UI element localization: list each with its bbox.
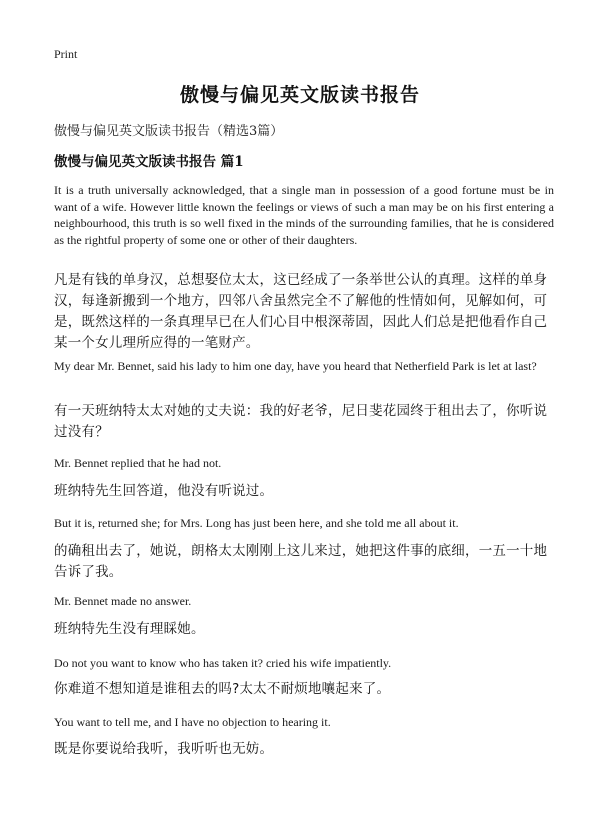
- paragraph-en: Mr. Bennet made no answer.: [54, 594, 192, 608]
- paragraph-zh: 的确租出去了，她说，朗格太太刚刚上这儿来过，她把这件事的底细，一五一十地告诉了我。: [54, 543, 548, 580]
- paragraph-zh: 班纳特先生没有理睬她。: [54, 621, 205, 637]
- paragraph-en: But it is, returned she; for Mrs. Long has just been here, and she told me all about it.: [54, 516, 459, 530]
- paragraph-zh: 有一天班纳特太太对她的丈夫说：我的好老爷，尼日斐花园终于租出去了，你听说过没有？: [54, 403, 548, 440]
- paragraph-en: You want to tell me, and I have no objection to hearing it.: [54, 715, 331, 729]
- paragraph-zh: 班纳特先生回答道，他没有听说过。: [54, 483, 274, 499]
- paragraph-en: It is a truth universally acknowledged, that a single man in possession of a good fortune must be in want of a wife. However little known the feelings or views of such a man may be on his first entering a neighbourhood, this truth is so well fixed in the minds of the surrounding families, that he is considered as the rightful property of some one or other of their daughters.: [54, 183, 554, 247]
- document-title: 傲慢与偏见英文版读书报告: [179, 84, 420, 106]
- paragraph-zh: 既是你要说给我听，我听听也无妨。: [54, 741, 274, 757]
- paragraph-en: My dear Mr. Bennet, said his lady to him one day, have you heard that Netherfield Park is let at last?: [54, 359, 537, 373]
- paragraph-en: Mr. Bennet replied that he had not.: [54, 456, 222, 470]
- section-heading: 傲慢与偏见英文版读书报告 篇1: [54, 154, 244, 170]
- paragraph-en: Do not you want to know who has taken it? cried his wife impatiently.: [54, 656, 392, 670]
- print-label[interactable]: Print: [54, 47, 78, 61]
- document-subtitle: 傲慢与偏见英文版读书报告（精选3篇）: [54, 124, 284, 139]
- paragraph-zh: 你难道不想知道是谁租去的吗?太太不耐烦地嚷起来了。: [54, 681, 391, 697]
- paragraph-zh: 凡是有钱的单身汉，总想娶位太太，这已经成了一条举世公认的真理。这样的单身汉，每逢新搬到一个地方，四邻八舍虽然完全不了解他的性情如何，见解如何，可是，既然这样的一条真理早已在人们心目中根深蒂固，因此人们总是把他看作自己某一个女儿理所应得的一笔财产。: [54, 272, 548, 351]
